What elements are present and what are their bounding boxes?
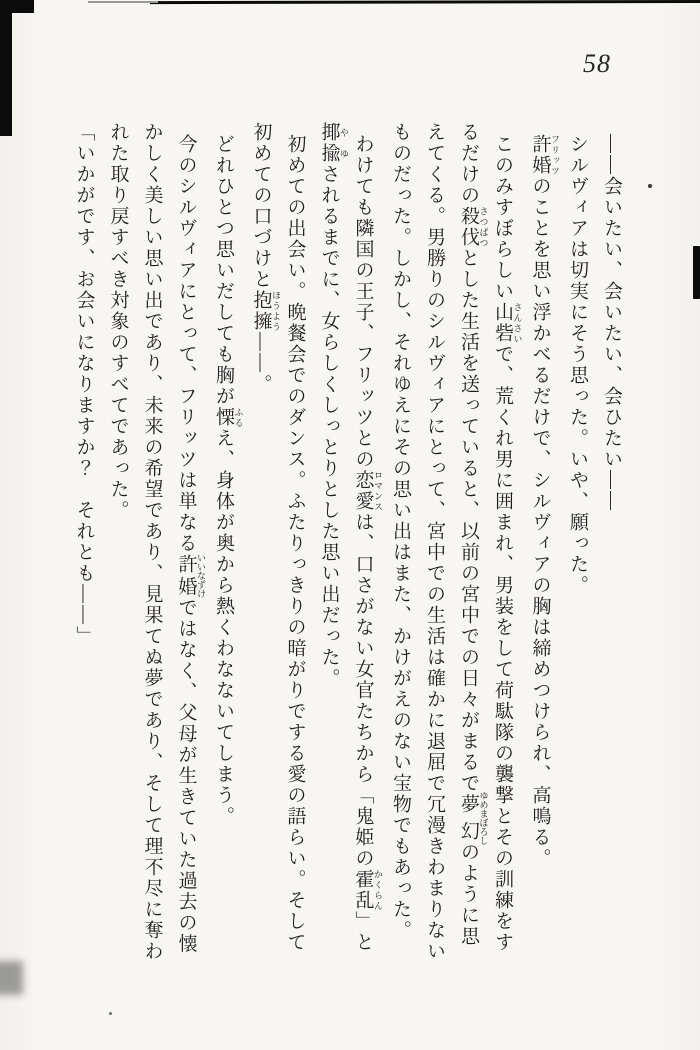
scan-artifact-bottom-left-blob xyxy=(0,961,23,995)
scan-artifact-speck xyxy=(648,184,652,188)
scan-artifact-left-edge-strip xyxy=(0,0,12,136)
paragraph-9: 「いかがです、お会いになりますか？ それとも――」 xyxy=(73,122,95,647)
page-number: 58 xyxy=(583,49,611,78)
paragraph-7: どれひとつ思いだしても胸が慄 ふるえ、身体が奥から熱くわなないてしまう。 xyxy=(213,134,244,828)
scan-artifact-top-smudge xyxy=(88,1,158,3)
paragraph-5: わけても隣国の王子、フリッツとの恋愛 ロマンスは、口さがない女官たちから「鬼姫の霍乱 かくらん」と揶揄 やゆされるまでに、女らしくしっとりとした思い出だった。 xyxy=(318,122,383,954)
paragraph-4: このみすぼらしい山砦 さんさいで、荒くれ男に囲まれ、男装をして荷駄隊の襲撃とその訓練をするだけの殺伐 さつばつとした生活を送っていると、以前の宮中での日々がまるで夢幻 ゆめまぼろしのように思えてくる。男勝りのシルヴィアにとって、宮中での生活は確かに退屈で冗漫きわまりないものだった。しかし、それゆえにその思い出はまた、かけがえのない宝物でもあった。 xyxy=(390,122,523,962)
paragraph-3: 許婚 フリッツのことを思い浮かべるだけで、シルヴィアの胸は締めつけられ、高鳴る。 xyxy=(529,134,560,870)
page-text xyxy=(67,122,629,966)
paragraph-8: 今のシルヴィアにとって、フリッツは単なる許婚 いいなずけではなく、父母が生きていた過去の懐かしく美しい思い出であり、未来の希望であり、見果てぬ夢であり、そして理不尽に奪われた取り戻すべき対象のすべてであった。 xyxy=(107,122,206,962)
scan-artifact-speck xyxy=(109,1012,112,1015)
scan-artifact-right-edge-bar xyxy=(693,246,700,299)
paragraph-2: シルヴィアは切実にそう思った。いや、願った。 xyxy=(567,134,588,597)
scan-artifact-top-edge-line xyxy=(150,0,700,4)
paragraph-1: ――会いたい、会いたい、会ひたい―― xyxy=(601,134,622,513)
paragraph-6: 初めての出会い。晩餐会でのダンス。ふたりっきりの暗がりでする愛の語らい。そして初めての口づけと抱擁 ほうよう――。 xyxy=(250,122,306,954)
